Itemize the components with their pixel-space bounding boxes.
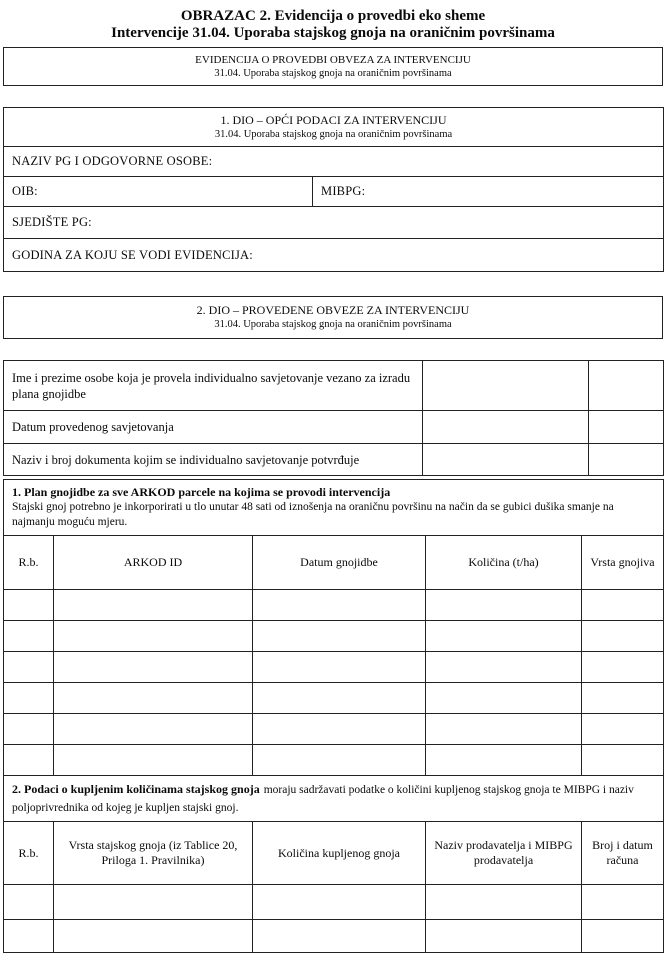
plan-empty-row (4, 652, 664, 683)
purchase-intro-text: moraju sadržavati podatke o količini kupljenog stajskog gnoja te MIBPG i naziv poljoprivrednika od kojeg je kupljen stajski gnoj. (12, 784, 634, 814)
page-title-line2: Intervencije 31.04. Uporaba stajskog gnoja na oraničnim površinama (111, 25, 555, 41)
purchase-empty-cell[interactable] (426, 920, 582, 953)
field-godina[interactable] (4, 239, 664, 272)
purchase-header-row (4, 822, 664, 885)
advisory-row-label: Datum provedenog savjetovanja (4, 411, 423, 444)
purchase-header-rb: R.b. (4, 822, 54, 885)
section1-subtitle: 31.04. Uporaba stajskog gnoja na oraničnim površinama (214, 129, 453, 140)
page-title-line1: OBRAZAC 2. Evidencija o provedbi eko sheme (180, 8, 486, 24)
plan-empty-row (4, 683, 664, 714)
plan-and-purchase-table (3, 479, 664, 953)
plan-header-vrsta: Vrsta gnojiva (582, 536, 664, 590)
section2-subtitle: 31.04. Uporaba stajskog gnoja na oraničnim površinama (214, 319, 452, 330)
advisory-table (3, 360, 664, 476)
plan-empty-cell[interactable] (582, 683, 664, 714)
purchase-header-kolicina: Količina kupljenog gnoja (253, 822, 426, 885)
purchase-empty-cell[interactable] (253, 920, 426, 953)
field-sjediste-pg[interactable] (4, 207, 664, 239)
plan-empty-row (4, 621, 664, 652)
purchase-header-racun: Broj i datum računa (582, 822, 664, 885)
plan-empty-cell[interactable] (253, 652, 426, 683)
plan-empty-cell[interactable] (582, 652, 664, 683)
page-title (3, 8, 663, 42)
purchase-empty-cell[interactable] (4, 920, 54, 953)
section1-title: 1. DIO – OPĆI PODACI ZA INTERVENCIJU (220, 113, 447, 127)
advisory-value-cell[interactable] (423, 361, 589, 411)
purchase-empty-cell[interactable] (4, 885, 54, 920)
advisory-check-cell[interactable] (589, 444, 664, 476)
purchase-empty-cell[interactable] (426, 885, 582, 920)
plan-empty-cell[interactable] (253, 683, 426, 714)
advisory-value-cell[interactable] (423, 444, 589, 476)
plan-empty-cell[interactable] (253, 745, 426, 776)
plan-empty-cell[interactable] (4, 714, 54, 745)
evidencija-header-box (3, 47, 663, 86)
plan-empty-cell[interactable] (582, 714, 664, 745)
field-oib[interactable] (4, 177, 313, 207)
field-naziv-pg[interactable] (4, 147, 664, 177)
section2-title: 2. DIO – PROVEDENE OBVEZE ZA INTERVENCIJU (196, 303, 470, 317)
advisory-row (4, 444, 664, 476)
advisory-value-cell[interactable] (423, 411, 589, 444)
evidencija-header-title: EVIDENCIJA O PROVEDBI OBVEZA ZA INTERVENCIJU (195, 54, 471, 66)
purchase-empty-cell[interactable] (54, 920, 253, 953)
plan-empty-cell[interactable] (426, 621, 582, 652)
plan-header-datum: Datum gnojidbe (253, 536, 426, 590)
plan-intro-text: Stajski gnoj potrebno je inkorporirati u tlo unutar 48 sati od iznošenja na oraničnu površinu na način da se gubici dušika smanje na najmanju moguću mjeru. (12, 501, 614, 528)
advisory-row (4, 361, 664, 411)
advisory-check-cell[interactable] (589, 411, 664, 444)
plan-intro-heading: 1. Plan gnojidbe za sve ARKOD parcele na kojima se provodi intervencija (12, 485, 391, 499)
plan-header-kolicina: Količina (t/ha) (426, 536, 582, 590)
advisory-row-label: Ime i prezime osobe koja je provela individualno savjetovanje vezano za izradu plana gnojidbe (4, 361, 423, 411)
evidencija-header-subtitle: 31.04. Uporaba stajskog gnoja na oraničnim površinama (214, 68, 452, 79)
purchase-header-prodavatelj: Naziv prodavatelja i MIBPG prodavatelja (426, 822, 582, 885)
plan-empty-cell[interactable] (426, 652, 582, 683)
plan-header-row (4, 536, 664, 590)
section1-header-cell (4, 108, 664, 147)
plan-empty-cell[interactable] (253, 590, 426, 621)
plan-empty-cell[interactable] (426, 590, 582, 621)
plan-empty-cell[interactable] (253, 714, 426, 745)
plan-empty-cell[interactable] (253, 621, 426, 652)
purchase-header-vrsta: Vrsta stajskog gnoja (iz Tablice 20, Priloga 1. Pravilnika) (54, 822, 253, 885)
purchase-empty-row (4, 885, 664, 920)
field-oib-label: OIB: (12, 184, 38, 198)
plan-empty-row (4, 590, 664, 621)
purchase-intro-cell (4, 776, 664, 822)
plan-empty-cell[interactable] (54, 621, 253, 652)
plan-empty-cell[interactable] (426, 745, 582, 776)
plan-empty-cell[interactable] (4, 745, 54, 776)
purchase-empty-cell[interactable] (54, 885, 253, 920)
plan-empty-cell[interactable] (4, 683, 54, 714)
purchase-intro-heading: 2. Podaci o kupljenim količinama stajskog gnoja (12, 782, 260, 796)
purchase-empty-cell[interactable] (582, 920, 664, 953)
field-naziv-pg-label: NAZIV PG I ODGOVORNE OSOBE: (12, 154, 213, 168)
purchase-empty-row (4, 920, 664, 953)
field-mibpg[interactable] (313, 177, 664, 207)
field-sjediste-pg-label: SJEDIŠTE PG: (12, 215, 92, 229)
advisory-check-cell[interactable] (589, 361, 664, 411)
plan-empty-row (4, 745, 664, 776)
purchase-empty-cell[interactable] (582, 885, 664, 920)
plan-empty-cell[interactable] (582, 590, 664, 621)
plan-empty-cell[interactable] (582, 745, 664, 776)
section2-header-box (3, 296, 663, 339)
plan-empty-cell[interactable] (4, 590, 54, 621)
plan-empty-cell[interactable] (54, 590, 253, 621)
general-info-table (3, 107, 664, 272)
field-mibpg-label: MIBPG: (321, 184, 366, 198)
plan-empty-cell[interactable] (54, 745, 253, 776)
plan-empty-cell[interactable] (582, 621, 664, 652)
plan-empty-cell[interactable] (426, 714, 582, 745)
plan-empty-cell[interactable] (54, 714, 253, 745)
plan-empty-cell[interactable] (54, 652, 253, 683)
field-godina-label: GODINA ZA KOJU SE VODI EVIDENCIJA: (12, 247, 253, 262)
plan-empty-cell[interactable] (4, 652, 54, 683)
plan-empty-cell[interactable] (54, 683, 253, 714)
plan-intro-cell (4, 480, 664, 536)
plan-empty-cell[interactable] (426, 683, 582, 714)
advisory-row (4, 411, 664, 444)
plan-empty-cell[interactable] (4, 621, 54, 652)
plan-header-arkod-id: ARKOD ID (54, 536, 253, 590)
advisory-row-label: Naziv i broj dokumenta kojim se individualno savjetovanje potvrđuje (4, 444, 423, 476)
purchase-empty-cell[interactable] (253, 885, 426, 920)
plan-header-rb: R.b. (4, 536, 54, 590)
plan-empty-row (4, 714, 664, 745)
